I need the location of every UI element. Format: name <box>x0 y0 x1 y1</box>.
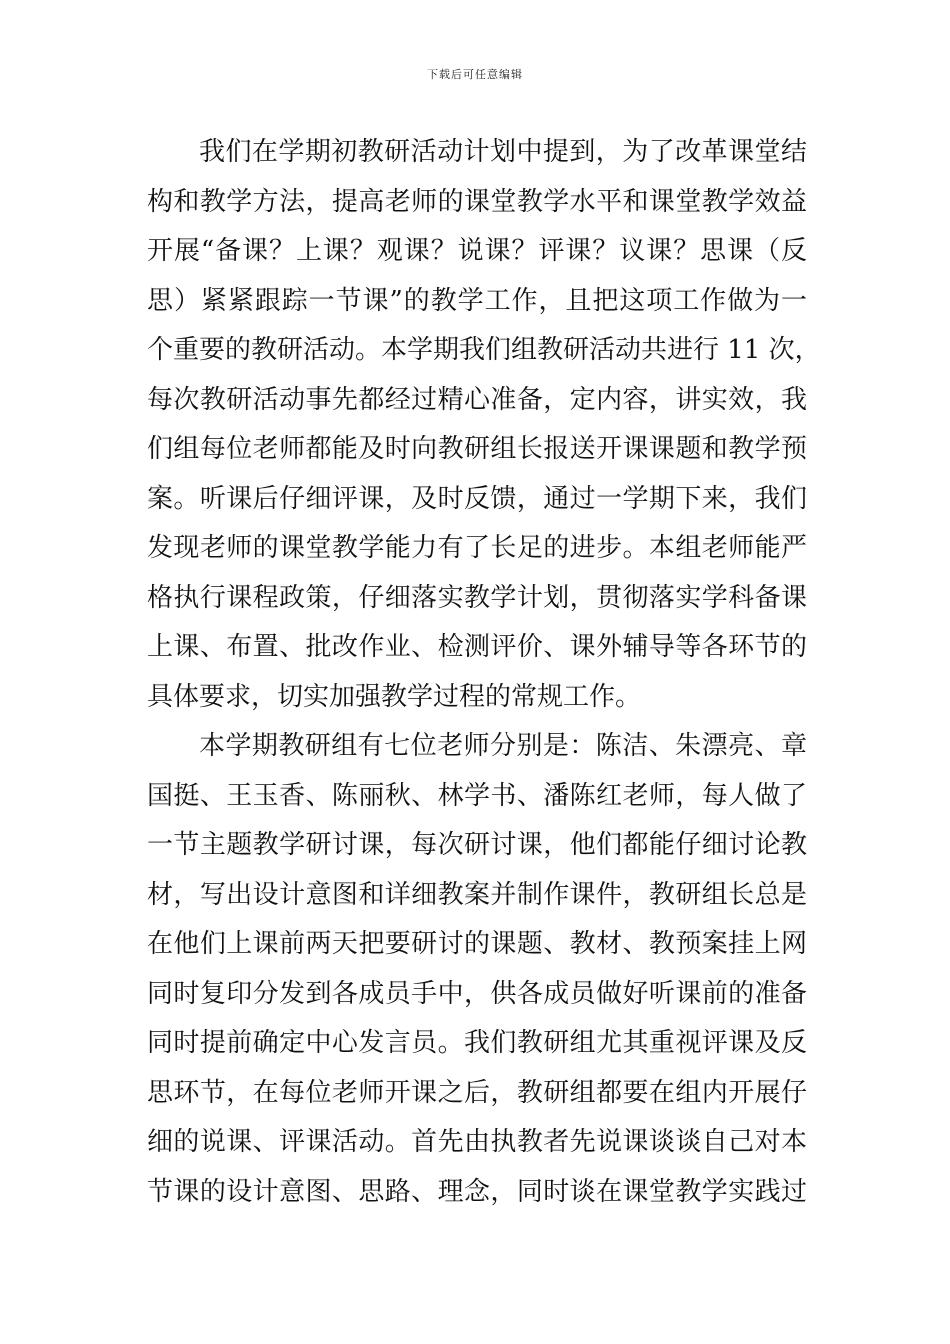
paragraph-line: 节课的设计意图、思路、理念，同时谈在课堂教学实践过 <box>147 1176 807 1207</box>
header-note: 下载后可任意编辑 <box>427 68 523 81</box>
paragraph-line: 同时提前确定中心发言员。我们教研组尤其重视评课及反 <box>147 1028 807 1058</box>
paragraph-line: 一节主题教学研讨课，每次研讨课，他们都能仔细讨论教 <box>147 830 807 860</box>
paragraph-line: 国挺、王玉香、陈丽秋、林学书、潘陈红老师，每人做了 <box>147 780 807 811</box>
paragraph-line: 格执行课程政策，仔细落实教学计划，贯彻落实学科备课 <box>147 582 807 613</box>
paragraph-line: 个重要的教研活动。本学期我们组教研活动共进行 11 次， <box>147 335 821 365</box>
paragraph-line: 思环节，在每位老师开课之后，教研组都要在组内开展仔 <box>147 1077 807 1108</box>
paragraph-line: 本学期教研组有七位老师分别是：陈洁、朱漂亮、章 <box>199 731 807 761</box>
paragraph-line: 开展“备课？上课？观课？说课？评课？议课？思课（反 <box>147 236 807 266</box>
paragraph-line: 上课、布置、批改作业、检测评价、课外辅导等各环节的 <box>147 632 807 662</box>
paragraph-line: 构和教学方法，提高老师的课堂教学水平和课堂教学效益 <box>147 186 807 217</box>
paragraph-line: 每次教研活动事先都经过精心准备，定内容，讲实效，我 <box>147 384 807 415</box>
paragraph-line: 发现老师的课堂教学能力有了长足的进步。本组老师能严 <box>147 533 807 563</box>
paragraph-line: 案。听课后仔细评课，及时反馈，通过一学期下来，我们 <box>147 483 807 514</box>
paragraph-line: 思）紧紧跟踪一节课”的教学工作，且把这项工作做为一 <box>147 285 807 316</box>
paragraph-line: 在他们上课前两天把要研讨的课题、教材、教预案挂上网 <box>147 929 807 959</box>
paragraph-line: 们组每位老师都能及时向教研组长报送开课课题和教学预 <box>147 434 807 464</box>
paragraph-line: 同时复印分发到各成员手中，供各成员做好听课前的准备 <box>147 978 807 1009</box>
paragraph-line: 具体要求，切实加强教学过程的常规工作。 <box>147 681 642 712</box>
paragraph-line: 我们在学期初教研活动计划中提到，为了改革课堂结 <box>199 137 807 167</box>
paragraph-line: 细的说课、评课活动。首先由执教者先说课谈谈自己对本 <box>147 1127 807 1157</box>
document-body <box>147 128 821 1217</box>
paragraph-line: 材，写出设计意图和详细教案并制作课件，教研组长总是 <box>147 879 807 910</box>
